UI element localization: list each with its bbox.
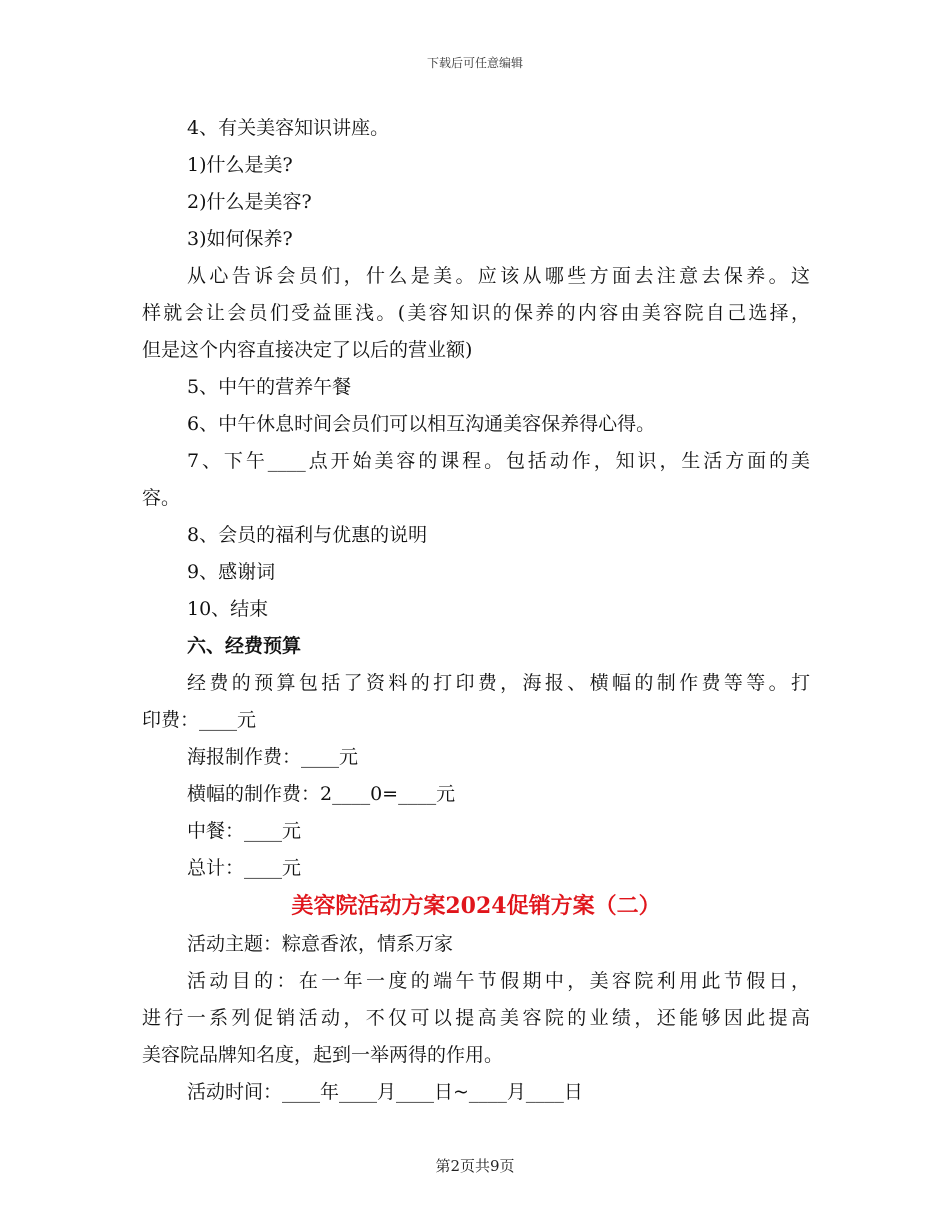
budget-item: 中餐：____元 xyxy=(187,820,302,842)
budget-item: 总计：____元 xyxy=(187,857,302,879)
page-number: 第2页共9页 xyxy=(435,1157,515,1175)
section-heading: 六、经费预算 xyxy=(187,635,302,657)
document-body xyxy=(142,110,810,1111)
budget-item: 海报制作费：____元 xyxy=(187,746,359,768)
paragraph-line: 从心告诉会员们，什么是美。应该从哪些方面去注意去保养。这 xyxy=(187,265,810,287)
list-item: 5、中午的营养午餐 xyxy=(187,376,352,398)
list-item: 1)什么是美? xyxy=(187,154,293,176)
plan-time: 活动时间：____年____月____日~____月____日 xyxy=(187,1081,583,1103)
list-item: 6、中午休息时间会员们可以相互沟通美容保养得心得。 xyxy=(187,413,656,435)
paragraph-line: 经费的预算包括了资料的打印费，海报、横幅的制作费等等。打 xyxy=(187,672,810,694)
list-item: 10、结束 xyxy=(187,598,269,620)
paragraph-line: 样就会让会员们受益匪浅。(美容知识的保养的内容由美容院自己选择， xyxy=(142,302,810,324)
paragraph-line: 进行一系列促销活动，不仅可以提高美容院的业绩，还能够因此提高 xyxy=(142,1007,810,1029)
section-title: 美容院活动方案2024促销方案（二） xyxy=(291,893,661,919)
list-item: 2)什么是美容? xyxy=(187,191,312,213)
list-item: 9、感谢词 xyxy=(187,561,276,583)
list-item: 3)如何保养? xyxy=(187,228,293,250)
plan-theme: 活动主题：粽意香浓，情系万家 xyxy=(187,933,454,955)
budget-item: 横幅的制作费：2____0=____元 xyxy=(187,783,456,805)
paragraph-line: 印费：____元 xyxy=(142,709,257,731)
paragraph-line: 但是这个内容直接决定了以后的营业额) xyxy=(142,339,473,361)
list-item: 4、有关美容知识讲座。 xyxy=(187,117,390,139)
header-note: 下载后可任意编辑 xyxy=(426,56,523,70)
paragraph-line: 美容院品牌知名度，起到一举两得的作用。 xyxy=(142,1044,504,1066)
paragraph-line: 活动目的：在一年一度的端午节假期中，美容院利用此节假日， xyxy=(187,970,810,992)
list-item: 8、会员的福利与优惠的说明 xyxy=(187,524,428,546)
list-item: 7、下午____点开始美容的课程。包括动作，知识，生活方面的美 xyxy=(187,450,810,472)
paragraph-line: 容。 xyxy=(142,487,181,509)
